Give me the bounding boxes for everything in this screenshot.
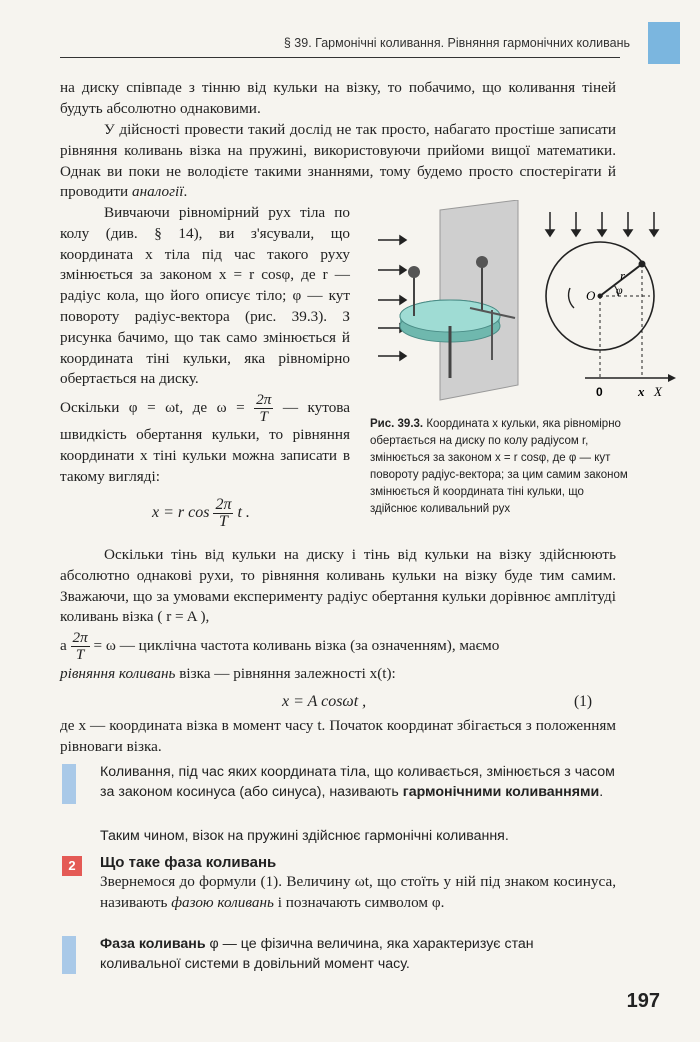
label-X: X: [654, 384, 662, 399]
cyclic-fraction: [71, 630, 90, 663]
ball: [408, 266, 420, 278]
p6-a: а: [60, 636, 67, 654]
paragraph-3: Вивчаючи рівномірний рух тіла по колу (див. § 14), ви з'ясували, що координата x тіла під час такого руху змінюється за законом x = r cosφ, де r — радіус кола, що його описує тіло; φ — кут повороту радіус-вектора (рис. 39.3). З рисунка бачимо, що так само змінюється й координата тіні кульки, яка рівномірно обертається на диску.: [60, 204, 350, 388]
section-title: Що таке фаза коливань: [100, 854, 277, 871]
header-rule: [60, 57, 620, 58]
light-arrows-top: [546, 212, 658, 236]
running-title: § 39. Гармонічні коливання. Рівняння гармонічних коливань: [283, 36, 630, 50]
def2-text: φ — це фізична величина, яка характеризує стан коливальної системи в довільний момент часу.: [100, 936, 534, 972]
figure-caption: [370, 416, 630, 518]
s2-end: і позначають символом φ.: [277, 893, 445, 911]
section-number-badge: 2: [62, 856, 82, 876]
definition-marker-2: [62, 936, 76, 974]
formula1-left: x = r cos: [152, 504, 210, 522]
shadow-ball: [476, 256, 488, 268]
equation-number: (1): [574, 693, 593, 710]
formula1-den: T: [219, 513, 228, 530]
def1-term: гармонічними коливаннями: [402, 784, 600, 800]
p6-num: 2π: [72, 629, 88, 646]
light-arrows-left: [378, 236, 406, 360]
caption-label: Рис. 39.3.: [370, 418, 424, 430]
p4-start: Оскільки φ = ωt, де ω =: [60, 398, 245, 416]
phase-term: фазою коливань: [171, 893, 274, 911]
p7-rest: візка — рівняння залежності x(t):: [179, 665, 396, 682]
omega-frac-den: T: [259, 408, 268, 425]
formula1-fraction: [213, 497, 233, 530]
x-axis-arrow: [668, 374, 676, 382]
paragraph-7: [60, 664, 616, 685]
p4-end: — кутова швидкість обертання кульки, то рівняння координати x тіні кульки можна записати в такому вигляді:: [60, 398, 351, 485]
paragraph-1: на диску співпаде з тінню від кульки на візку, то побачимо, що коливання тіней будуть абсолютно однаковими.: [60, 79, 616, 117]
label-zero: 0: [596, 385, 603, 399]
label-phi: φ: [616, 283, 623, 297]
rotation-arrow: [569, 288, 574, 308]
paragraph-4: [60, 392, 350, 487]
formula1-right: t .: [237, 504, 250, 522]
p6-rest: = ω — циклічна частота коливань візка (за означенням), маємо: [93, 636, 500, 654]
caption-text: Координата x кульки, яка рівномірно обертається на диску по колу радіусом r, змінюється за законом x = r cosφ, де φ — кут повороту радіус-вектора; за цим самим законом змінюється й координата тіні кульки, що здійснює коливальний рух: [370, 418, 628, 515]
analogies-term: аналогії: [131, 183, 184, 201]
formula-acos: x = A cosωt ,: [282, 693, 367, 710]
paragraph-2: [60, 120, 616, 203]
omega-fraction: [254, 392, 273, 425]
section-2-text: [100, 872, 616, 914]
p6-den: T: [75, 646, 85, 663]
label-O: O: [586, 288, 596, 303]
formula-x-rcos: [152, 497, 250, 530]
definition-phase: [100, 934, 616, 974]
definition-followup: Таким чином, візок на пружині здійснює гармонічні коливання.: [100, 828, 509, 844]
definition-marker-1: [62, 764, 76, 804]
omega-frac-num: 2π: [256, 391, 272, 408]
s2-start: Звернемося до формули (1). Величину ωt, що стоїть у ній під знаком косинуса, називають: [100, 873, 616, 911]
paragraph-5: Оскільки тінь від кульки на диску і тінь від кульки на візку здійснюють абсолютно однакові рухи, то рівняння коливань кульки на візку буде тим самим. Зважаючи, що за умовами експерименту радіус обертання кульки дорівнює амплітуді коливань візка ( r = A ),: [60, 546, 616, 626]
def1-end: .: [599, 784, 604, 800]
page-number: 197: [626, 990, 660, 1012]
label-x: x: [638, 384, 645, 399]
figure-39-3: [370, 200, 680, 410]
def1-text: Коливання, під час яких координата тіла, що коливається, змінюється з часом за законом косинуса (або синуса), називають: [100, 764, 615, 800]
paragraph-2-text: У дійсності провести такий дослід не так просто, набагато простіше записати рівняння коливань візка на пружині, використовуючи прийоми вищої математики. Однак ви поки не володієте такими знаннями, тому будемо просто спостерігати й проводити: [60, 121, 616, 201]
label-r: r: [620, 268, 626, 283]
corner-tab: [648, 22, 680, 64]
formula1-num: 2π: [215, 496, 232, 513]
oscillation-equation-term: рівняння коливань: [60, 665, 176, 682]
def2-term: Фаза коливань: [100, 936, 206, 952]
definition-harmonic: [100, 762, 616, 802]
paragraph-8: де x — координата візка в момент часу t. Початок координат збігається з положенням рівноваги візка.: [60, 717, 616, 755]
paragraph-2-end: .: [183, 183, 188, 201]
paragraph-6: [60, 630, 616, 663]
